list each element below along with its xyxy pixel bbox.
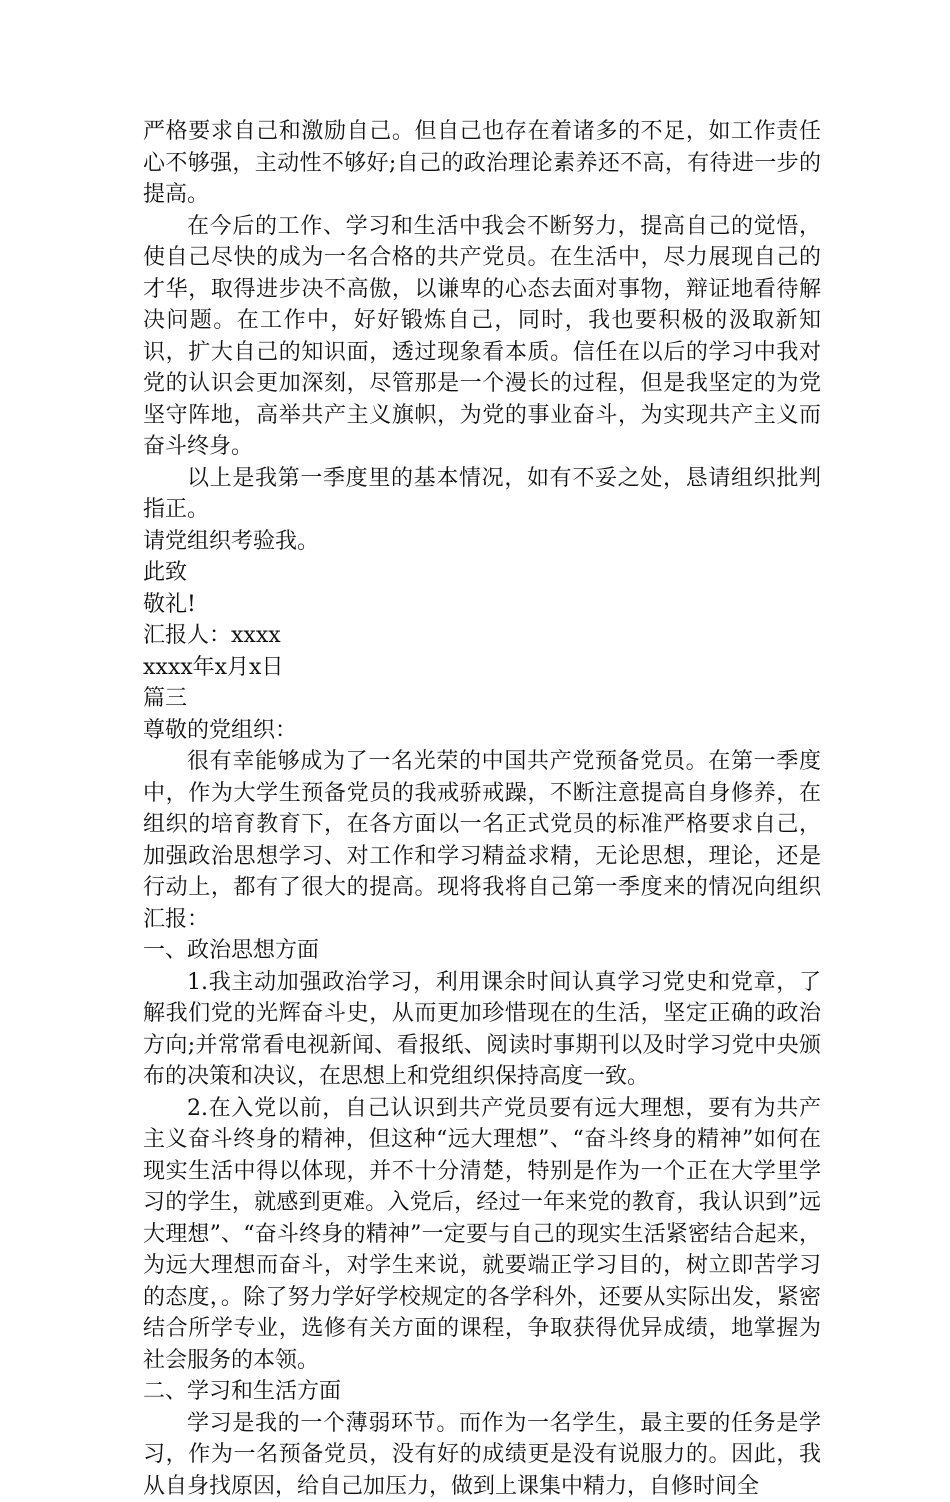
document-page [143, 116, 821, 1502]
section-title: 篇三 [143, 683, 821, 715]
paragraph-future-commitment: 在今后的工作、学习和生活中我会不断努力，提高自己的觉悟，使自己尽快的成为一名合格的共产党员。在生活中，尽力展现自己的才华，取得进步决不高傲，以谦卑的心态去面对事物，辩证地看待解决问题。在工作中，好好锻炼自己，同时，我也要积极的汲取新知识，扩大自己的知识面，透过现象看本质。信任在以后的学习中我对党的认识会更加深刻，尽管那是一个漫长的过程，但是我坚定的为党坚守阵地，高举共产主义旗帜，为党的事业奋斗，为实现共产主义而奋斗终身。 [143, 211, 821, 463]
greeting: 尊敬的党组织： [143, 715, 821, 747]
closing-respect: 敬礼! [143, 589, 821, 621]
paragraph-study: 学习是我的一个薄弱环节。而作为一名学生，最主要的任务是学习，作为一名预备党员，没有好的成绩更是没有说服力的。因此，我从自身找原因，给自己加压力，做到上课集中精力，自修时间全 [143, 1408, 821, 1502]
paragraph-point-1: 1.我主动加强政治学习，利用课余时间认真学习党史和党章，了解我们党的光辉奋斗史，从而更加珍惜现在的生活，坚定正确的政治方向;并常常看电视新闻、看报纸、阅读时事期刊以及时学习党中央颁布的决策和决议，在思想上和党组织保持高度一致。 [143, 967, 821, 1093]
paragraph-summary: 以上是我第一季度里的基本情况，如有不妥之处，恳请组织批判指正。 [143, 463, 821, 526]
report-date: xxxx年x月x日 [143, 652, 821, 684]
closing-request: 请党组织考验我。 [143, 526, 821, 558]
heading-study-life: 二、学习和生活方面 [143, 1376, 821, 1408]
paragraph-point-2: 2.在入党以前，自己认识到共产党员要有远大理想，要有为共产主义奋斗终身的精神，但这种“远大理想”、“奋斗终身的精神”如何在现实生活中得以体现，并不十分清楚，特别是作为一个正在大学里学习的学生，就感到更难。入党后，经过一年来党的教育，我认识到”远大理想”、“奋斗终身的精神”一定要与自己的现实生活紧密结合起来，为远大理想而奋斗，对学生来说，就要端正学习目的，树立即苦学习的态度，。除了努力学好学校规定的各学科外，还要从实际出发，紧密结合所学专业，选修有关方面的课程，争取获得优异成绩，地掌握为社会服务的本领。 [143, 1093, 821, 1377]
reporter-name: 汇报人：xxxx [143, 620, 821, 652]
closing-salutation: 此致 [143, 557, 821, 589]
paragraph-introduction: 很有幸能够成为了一名光荣的中国共产党预备党员。在第一季度中，作为大学生预备党员的我戒骄戒躁，不断注意提高自身修养，在组织的培育教育下，在各方面以一名正式党员的标准严格要求自己，加强政治思想学习、对工作和学习精益求精，无论思想，理论，还是行动上，都有了很大的提高。现将我将自己第一季度来的情况向组织汇报： [143, 746, 821, 935]
paragraph-continuation: 严格要求自己和激励自己。但自己也存在着诸多的不足，如工作责任心不够强，主动性不够好;自己的政治理论素养还不高，有待进一步的提高。 [143, 116, 821, 211]
heading-political-thought: 一、政治思想方面 [143, 935, 821, 967]
